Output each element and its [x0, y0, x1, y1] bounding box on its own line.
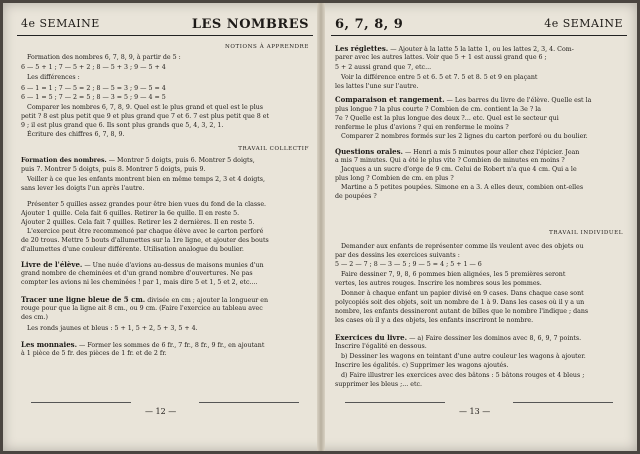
paragraph-line: à 1 pièce de 5 fr. des pièces de 1 fr. et de 2 fr. [21, 350, 167, 357]
paragraph-text: — Henri a mis 5 minutes pour aller chez l'épicier. Jean [403, 149, 580, 156]
paragraph-line: supprimer les bleus ;... etc. [335, 381, 423, 388]
paragraph-line: Inscrire les égalités. c) Supprimer les wagons ajoutés. [335, 362, 509, 369]
notion-line: Comparer les nombres 6, 7, 8, 9. Quel est le plus grand et quel est le plus [27, 104, 264, 111]
paragraph-line: L'exercice peut être recommencé par chaque élève avec le carton perforé [27, 228, 264, 235]
paragraph-line: 5 — 2 — 7 ; 8 — 3 — 5 ; 9 — 5 = 4 ; 5 + 1 — 6 [335, 261, 482, 268]
left-header-title: LES NOMBRES [191, 17, 309, 32]
paragraph-text: — Les barres du livre de l'élève. Quelle est la [444, 97, 592, 104]
paragraph-line: Donner à chaque enfant un papier divisé en 9 cases. Dans chaque case sont [341, 290, 584, 297]
paragraph-line: vertes, les autres rouges. Inscrire les nombres sous les pommes. [335, 280, 542, 287]
paragraph-line: compter les avions ni les cheminées ! par 1, mais dire 5 et 1, 5 et 2, etc.... [21, 279, 258, 286]
paragraph-title: Comparaison et rangement. [335, 95, 445, 104]
notion-line: Écriture des chiffres 6, 7, 8, 9. [27, 131, 125, 138]
paragraph-text: — Une nuée d'avions au-dessus de maisons munies d'un [82, 262, 264, 269]
footer-rule-left [345, 402, 445, 403]
paragraph-line: Les ronds jaunes et bleus : 5 + 1, 5 + 2, 5 + 3, 5 + 4. [27, 325, 198, 332]
paragraph-line: par des dessins les exercices suivants : [335, 252, 460, 259]
paragraph-livre [21, 261, 264, 270]
left-page [17, 3, 313, 451]
left-header-rule [17, 35, 313, 36]
paragraph-title: Questions orales. [335, 147, 403, 156]
notion-line: Formation des nombres 6, 7, 8, 9, à partir de 5 : [27, 54, 181, 61]
paragraph-title: Formation des nombres. [21, 157, 107, 164]
paragraph-title: Les monnaies. [21, 340, 78, 349]
paragraph-formation [21, 157, 255, 165]
footer-rule-left [31, 402, 131, 403]
paragraph-text: — Montrer 5 doigts, puis 6. Montrer 5 doigts, [106, 157, 255, 164]
paragraph-line: les cases où il y a des objets, les enfants inscriront le nombre. [335, 317, 534, 324]
paragraph-line: Veiller à ce que les enfants montrent bien en même temps 2, 3 et 4 doigts, [27, 176, 266, 183]
notion-line: 6 — 1 = 1 ; 7 — 5 = 2 ; 8 — 5 = 3 ; 9 — 5 = 4 [21, 85, 166, 92]
paragraph-line: plus longue ? la plus courte ? Combien de cm. contient la 3e ? la [335, 106, 542, 113]
left-header-week: 4e SEMAINE [21, 17, 100, 30]
paragraph-line: plus long ? Combien de cm. en plus ? [335, 175, 454, 182]
paragraph-ligne [21, 296, 268, 305]
notion-line: 9 ; il est plus grand que 6. Ils sont plus grands que 5, 4, 3, 2, 1. [21, 122, 224, 129]
paragraph-line: Voir la différence entre 5 et 6. 5 et 7. 5 et 8. 5 et 9 en plaçant [341, 74, 538, 81]
paragraph-exercices [335, 334, 581, 343]
paragraph-line: rouge pour que la ligne ait 8 cm., ou 9 cm. (Faire l'exercice au tableau avec [21, 305, 263, 312]
paragraph-text: divisée en cm ; ajouter la longueur en [145, 297, 269, 304]
paragraph-text: — Former les sommes de 6 fr., 7 fr., 8 fr., 9 fr., en ajoutant [77, 342, 265, 349]
right-header-title: 6, 7, 8, 9 [335, 17, 404, 32]
paragraph-title: Livre de l'élève. [21, 260, 83, 269]
page-number: — 12 — [145, 407, 177, 416]
paragraph-line: 5 + 2 aussi grand que 7, etc... [335, 64, 432, 71]
paragraph-monnaies [21, 341, 264, 350]
paragraph-text: — Ajouter à la latte 5 la latte 1, ou les lattes 2, 3, 4. Com- [388, 46, 574, 53]
paragraph-line: Présenter 5 quilles assez grandes pour être bien vues du fond de la classe. [27, 201, 267, 208]
paragraph-line: Demander aux enfants de représenter comme ils veulent avec des objets ou [341, 243, 584, 250]
footer-rule-right [199, 402, 299, 403]
paragraph-line: 7e ? Quelle est la plus longue des deux ?... etc. Quel est le secteur qui [335, 115, 559, 122]
paragraph-line: de 20 trous. Mettre 5 bouts d'allumettes sur la 1re ligne, et ajouter des bouts [21, 237, 269, 244]
paragraph-line: Inscrire l'égalité en dessous. [335, 343, 427, 350]
right-header-week: 4e SEMAINE [544, 17, 623, 30]
paragraph-line: b) Dessiner les wagons en teintant d'une autre couleur les wagons à ajouter. [341, 353, 586, 360]
paragraph-line: Jacques a un sucre d'orge de 9 cm. Celui de Robert n'a que 4 cm. Qui a le [341, 166, 577, 173]
book-gutter [317, 3, 325, 451]
paragraph-questions [335, 148, 579, 157]
paragraph-reglettes [335, 45, 574, 54]
paragraph-line: a mis 7 minutes. Qui a été le plus vite ? Combien de minutes en moins ? [335, 157, 565, 164]
paragraph-line: nombre, les enfants dessineront autant de billes que le nombre l'indique ; dans [335, 308, 589, 315]
paragraph-line: sans lever les doigts l'un après l'autre. [21, 185, 145, 192]
footer-rule-right [513, 402, 613, 403]
paragraph-line: polycopiés soit des objets, soit un nombre de 1 à 9. Dans les cases où il y a un [335, 299, 585, 306]
paragraph-line: de poupées ? [335, 193, 377, 200]
right-header-rule [331, 35, 627, 36]
paragraph-line: des cm.) [21, 314, 48, 321]
notions-label: NOTIONS À APPRENDRE [224, 44, 309, 50]
paragraph-line: Martine a 5 petites poupées. Simone en a 3. A elles deux, combien ont-elles [341, 184, 584, 191]
paragraph-title: Tracer une ligne bleue de 5 cm. [21, 295, 146, 304]
notion-line: Les différences : [27, 74, 80, 81]
paragraph-title: Les réglettes. [335, 44, 389, 53]
paragraph-line: les lattes l'une sur l'autre. [335, 83, 419, 90]
right-page [331, 3, 627, 451]
paragraph-text: — a) Faire dessiner les dominos avec 8, 6, 9, 7 points. [407, 335, 582, 342]
book-spread [3, 3, 637, 451]
paragraph-line: d'allumettes d'une couleur différente. Utilisation analogue du boulier. [21, 246, 244, 253]
paragraph-line: renferme le plus d'avions ? qui en renferme le moins ? [335, 124, 509, 131]
page-number: — 13 — [459, 407, 491, 416]
individuel-label: TRAVAIL INDIVIDUEL [549, 230, 623, 236]
notion-line: 6 — 1 = 5 ; 7 — 2 = 5 ; 8 — 3 = 5 ; 9 — 4 = 5 [21, 94, 166, 101]
paragraph-title: Exercices du livre. [335, 333, 408, 342]
paragraph-line: puis 7. Montrer 5 doigts, puis 8. Montrer 5 doigts, puis 9. [21, 166, 206, 173]
paragraph-line: Comparer 2 nombres formés sur les 2 lignes du carton perforé ou du boulier. [341, 133, 588, 140]
paragraph-line: Faire dessiner 7, 9, 8, 6 pommes bien alignées, les 5 premières seront [341, 271, 566, 278]
paragraph-line: Ajouter 2 quilles. Cela fait 7 quilles. Retirer les 2 dernières. Il en reste 5. [21, 219, 255, 226]
paragraph-comparaison [335, 96, 591, 105]
notion-line: 6 — 5 + 1 ; 7 — 5 + 2 ; 8 — 5 + 3 ; 9 — 5 + 4 [21, 64, 166, 71]
collectif-label: TRAVAIL COLLECTIF [238, 146, 309, 152]
paragraph-line: grand nombre de cheminées et d'un grand nombre d'ouvertures. Ne pas [21, 270, 253, 277]
paragraph-line: d) Faire illustrer les exercices avec des bâtons : 5 bâtons rouges et 4 bleus ; [341, 372, 585, 379]
paragraph-line: parer avec les autres lattes. Voir que 5 + 1 est aussi grand que 6 ; [335, 54, 547, 61]
paragraph-line: Ajouter 1 quille. Cela fait 6 quilles. Retirer la 6e quille. Il en reste 5. [21, 210, 240, 217]
notion-line: petit ? 8 est plus petit que 9 et plus grand que 7 et 6. 7 est plus petit que 8 et [21, 113, 270, 120]
